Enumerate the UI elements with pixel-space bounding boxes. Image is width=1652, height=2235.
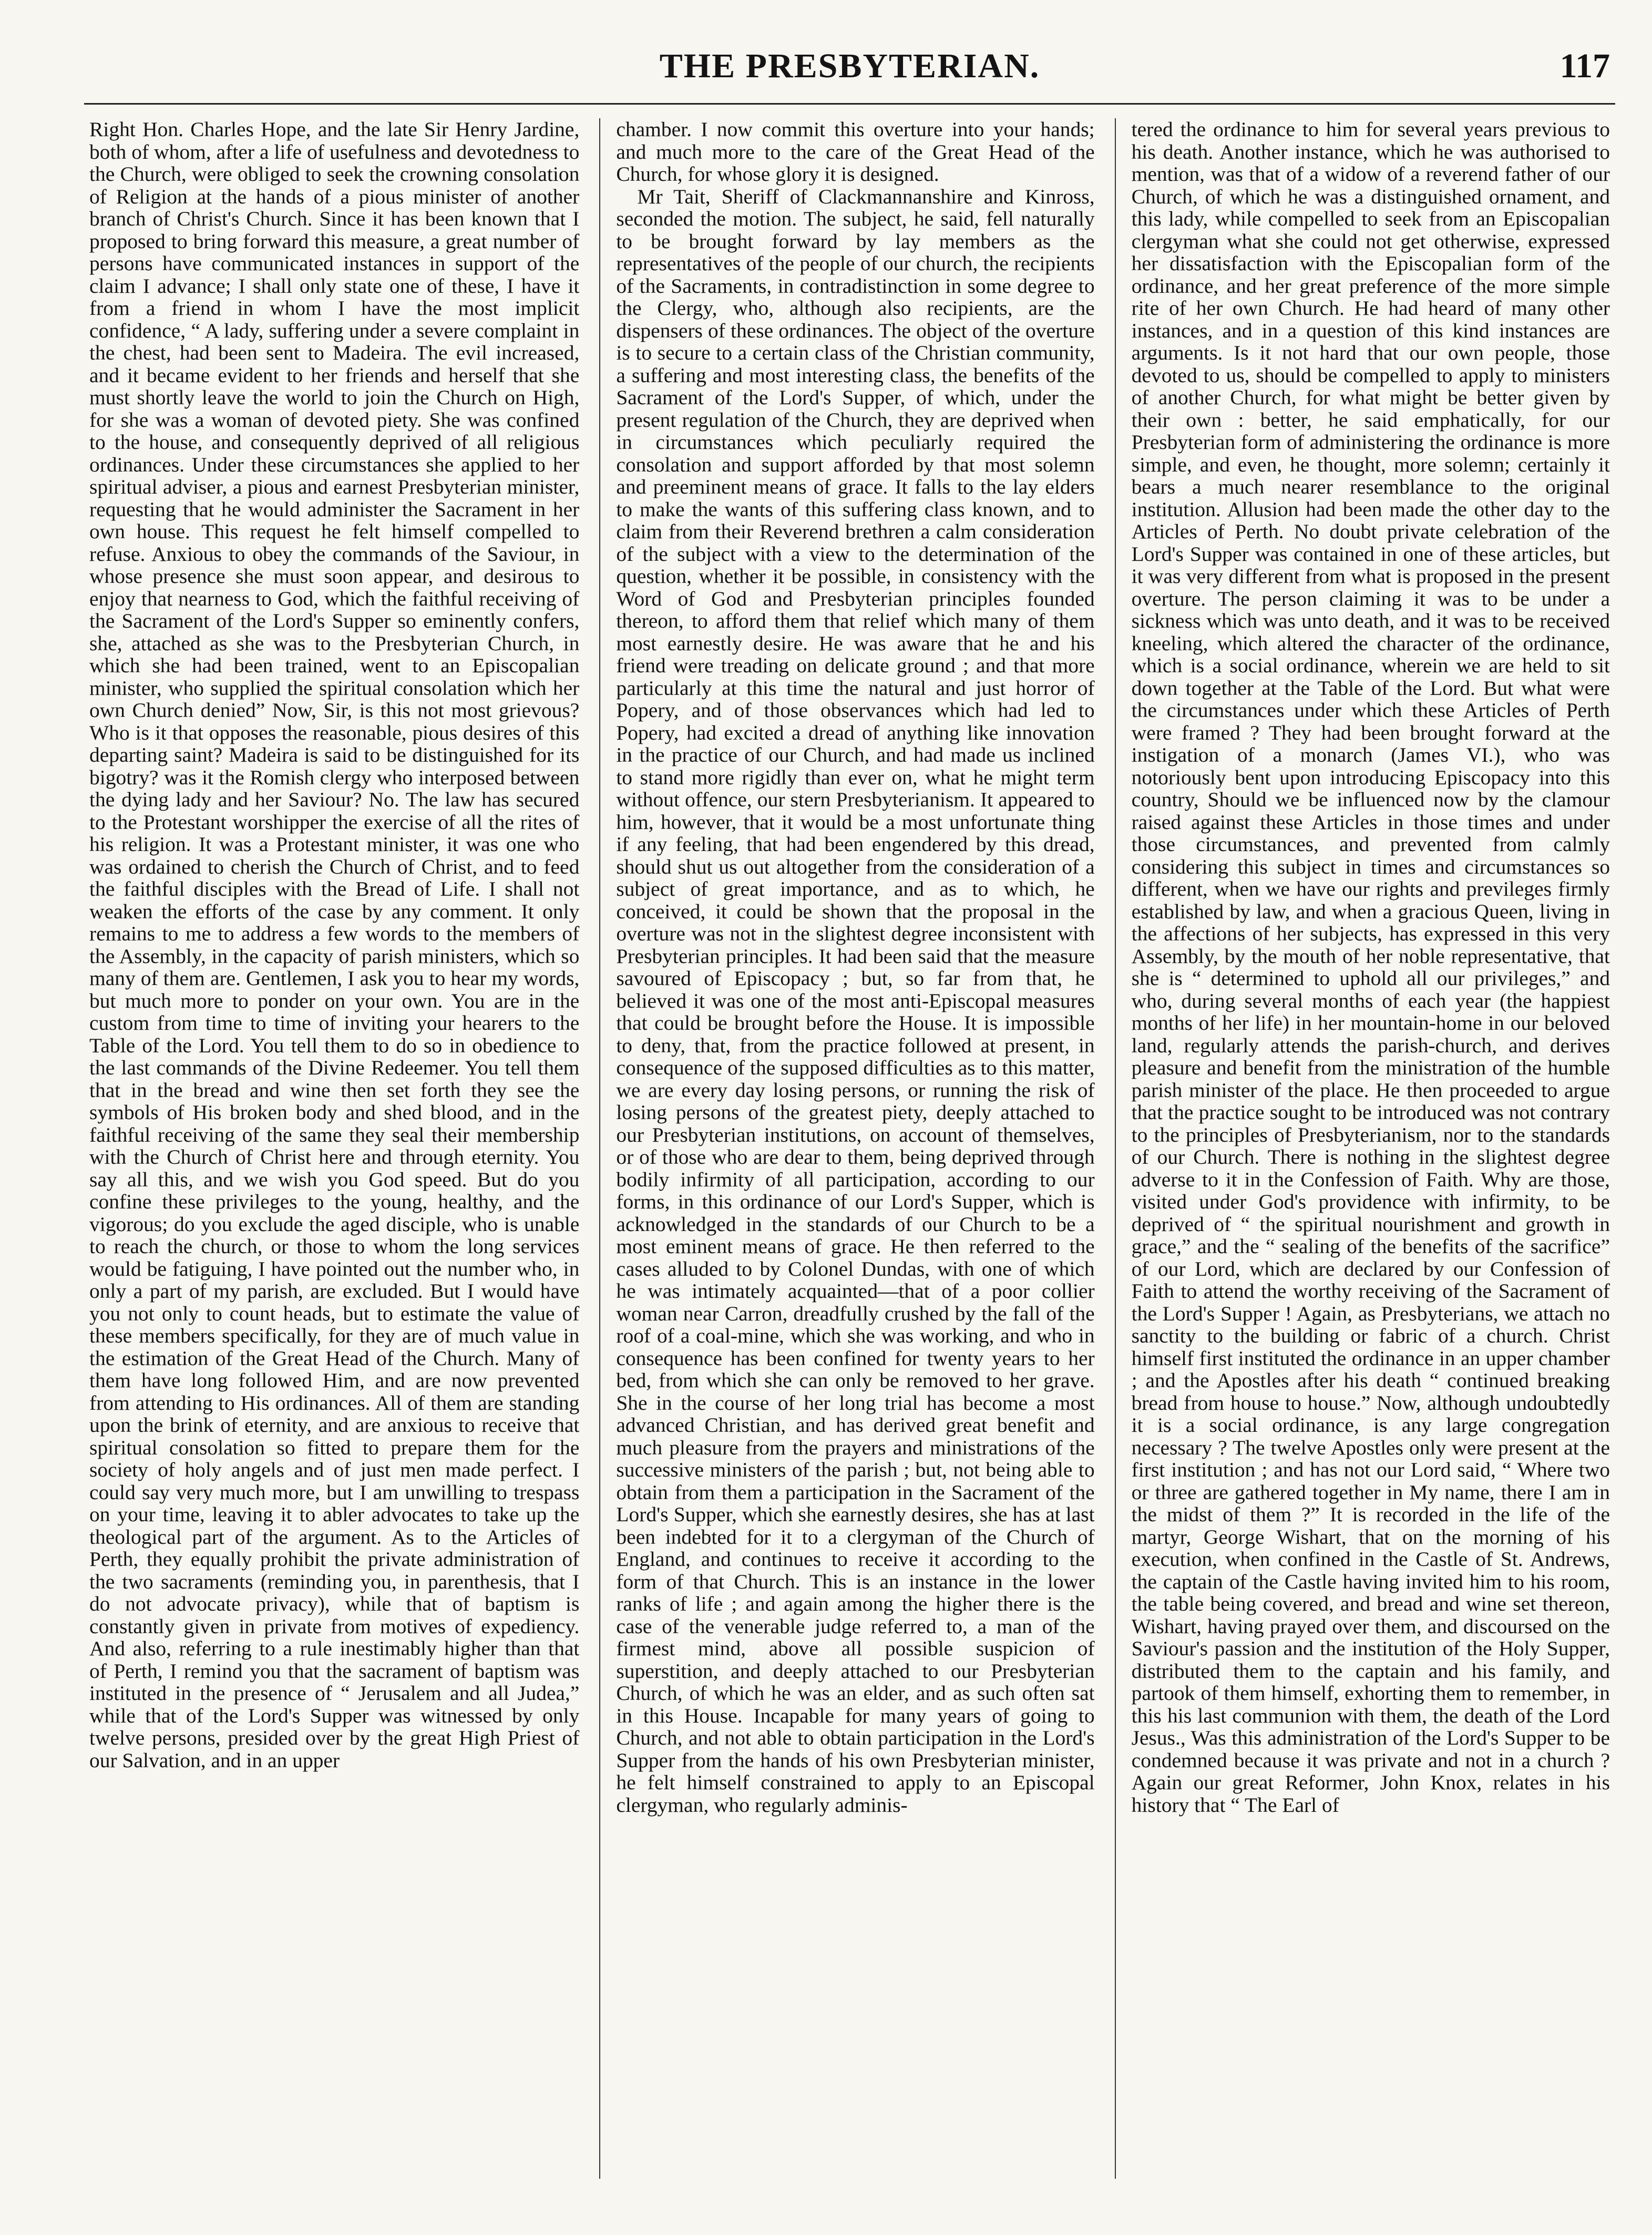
- paragraph: tered the ordinance to him for several years previous to his death. Another instance, which he was authorised to mention, was that of a widow of a reverend father of our Church, of which he was a distinguished ornament, and this lady, while compelled to seek from an Episcopalian clergyman what she could not get otherwise, expressed her dissatisfaction with the Episcopalian form of the ordinance, and her great preference of the more simple rite of her own Church. He had heard of many other instances, and in a question of this kind instances are arguments. Is it not hard that our own people, those devoted to us, should be compelled to apply to ministers of another Church, for what might be better given by their own : better, he said emphatically, for our Presbyterian form of administering the ordinance is more simple, and even, he thought, more solemn; certainly it bears a much nearer resemblance to the original institution. Allusion had been made the other day to the Articles of Perth. No doubt private celebration of the Lord's Supper was contained in one of these articles, but it was very different from what is proposed in the present overture. The person claiming it was to be under a sickness which was unto death, and it was to be received kneeling, which altered the character of the ordinance, which is a social ordinance, wherein we are held to sit down together at the Table of the Lord. But what were the circumstances under which these Articles of Perth were framed ? They had been brought forward at the instigation of a monarch (James VI.), who was notoriously bent upon introducing Episcopacy into this country, Should we be influenced now by the clamour raised against these Articles in those times and under those circumstances, and prevented from calmly considering this subject in times and circumstances so different, when we have our rights and previleges firmly established by law, and when a gracious Queen, living in the affections of her subjects, has expressed in this very Assembly, by the mouth of her noble representative, that she is “ determined to uphold all our privileges,” and who, during several months of each year (the happiest months of her life) in her mountain-home in our beloved land, regularly attends the parish-church, and derives pleasure and benefit from the ministration of the humble parish minister of the place. He then proceeded to argue that the practice sought to be introduced was not contrary to the principles of Presbyterianism, nor to the standards of our Church. There is nothing in the slightest degree adverse to it in the Confession of Faith. Why are those, visited under God's providence with infirmity, to be deprived of “ the spiritual nourishment and growth in grace,” and the “ sealing of the benefits of the sacrifice” of our Lord, which are declared by our Confession of Faith to attend the worthy receiving of the Sacrament of the Lord's Supper ! Again, as Presbyterians, we attach no sanctity to the building or fabric of a church. Christ himself first instituted the ordinance in an upper chamber ; and the Apostles after his death “ continued breaking bread from house to house.” Now, although undoubtedly it is a social ordinance, is any large congregation necessary ? The twelve Apostles only were present at the first institution ; and has not our Lord said, “ Where two or three are gathered together in My name, there I am in the midst of them ?” It is recorded in the life of the martyr, George Wishart, that on the morning of his execution, when confined in the Castle of St. Andrews, the captain of the Castle having invited him to his room, the table being covered, and bread and wine set thereon, Wishart, having prayed over them, and discoursed on the Saviour's passion and the institution of the Holy Supper, distributed them to the captain and his family, and partook of them himself, exhorting them to remember, in this his last communion with them, the death of the Lord Jesus., Was this administration of the Lord's Supper to be condemned because it was private and not in a church ? Again our great Reformer, John Knox, relates in his history that “ The Earl of: [1131, 118, 1610, 1817]
- column-1: [84, 118, 584, 2179]
- running-title: THE PRESBYTERIAN.: [659, 47, 1040, 85]
- column-2: [599, 118, 1100, 2179]
- paragraph: chamber. I now commit this overture into your hands; and much more to the care of the Great Head of the Church, for whose glory it is designed.: [616, 118, 1095, 186]
- text-columns: [84, 118, 1615, 2179]
- page-number: 117: [1559, 47, 1610, 85]
- paragraph: Right Hon. Charles Hope, and the late Sir Henry Jardine, both of whom, after a life of usefulness and devotedness to the Church, were obliged to seek the crowning consolation of Religion at the hands of a pious minister of another branch of Christ's Church. Since it has been known that I proposed to bring forward this measure, a great number of persons have communicated instances in support of the claim I advance; I shall only state one of these, I have it from a friend in whom I have the most implicit confidence, “ A lady, suffering under a severe complaint in the chest, had been sent to Madeira. The evil increased, and it became evident to her friends and herself that she must shortly leave the world to join the Church on High, for she was a woman of devoted piety. She was confined to the house, and consequently deprived of all religious ordinances. Under these circumstances she applied to her spiritual adviser, a pious and earnest Presbyterian minister, requesting that he would administer the Sacrament in her own house. This request he felt himself compelled to refuse. Anxious to obey the commands of the Saviour, in whose presence she must soon appear, and desirous to enjoy that nearness to God, which the faithful receiving of the Sacrament of the Lord's Supper so eminently confers, she, attached as she was to the Presbyterian Church, in which she had been trained, went to an Episcopalian minister, who supplied the spiritual consolation which her own Church denied” Now, Sir, is this not most grievous? Who is it that opposes the reasonable, pious desires of this departing saint? Madeira is said to be distinguished for its bigotry? was it the Romish clergy who interposed between the dying lady and her Saviour? No. The law has secured to the Protestant worshipper the exercise of all the rites of his religion. It was a Protestant minister, it was one who was ordained to cherish the Church of Christ, and to feed the faithful disciples with the Bread of Life. I shall not weaken the efforts of the case by any comment. It only remains to me to address a few words to the members of the Assembly, in the capacity of parish ministers, which so many of them are. Gentlemen, I ask you to hear my words, but much more to ponder on your own. You are in the custom from time to time of inviting your hearers to the Table of the Lord. You tell them to do so in obedience to the last commands of the Divine Redeemer. You tell them that in the bread and wine then set forth they see the symbols of His broken body and shed blood, and in the faithful receiving of the same they seal their membership with the Church of Christ here and through eternity. You say all this, and we wish you God speed. But do you confine these privileges to the young, healthy, and the vigorous; do you exclude the aged disciple, who is unable to reach the church, or those to whom the long services would be fatiguing, I have pointed out the number who, in only a part of my parish, are excluded. But I would have you not only to count heads, but to estimate the value of these members specifically, for they are of much value in the estimation of the Great Head of the Church. Many of them have long followed Him, and are now prevented from attending to His ordinances. All of them are standing upon the brink of eternity, and are anxious to receive that spiritual consolation so fitted to prepare them for the society of holy angels and of just men made perfect. I could say very much more, but I am unwilling to trespass on your time, leaving it to abler advocates to take up the theological part of the argument. As to the Articles of Perth, they equally prohibit the private administration of the two sacraments (reminding you, in parenthesis, that I do not advocate privacy), while that of baptism is constantly given in private from motives of expediency. And also, referring to a rule inestimably higher than that of Perth, I remind you that the sacrament of baptism was instituted in the presence of “ Jerusalem and all Judea,” while that of the Lord's Supper was witnessed by only twelve persons, presided over by the great High Priest of our Salvation, and in an upper: [89, 118, 580, 1772]
- page-header: [84, 46, 1615, 104]
- paragraph: Mr Tait, Sheriff of Clackmannanshire and Kinross, seconded the motion. The subject, he said, fell naturally to be brought forward by lay members as the representatives of the people of our church, the recipients of the Sacraments, in contradistinction in some degree to the Clergy, who, although also recipients, are the dispensers of these ordinances. The object of the overture is to secure to a certain class of the Christian community, a suffering and most interesting class, the benefits of the Sacrament of the Lord's Supper, of which, under the present regulation of the Church, they are deprived when in circumstances which peculiarly required the consolation and support afforded by that most solemn and preeminent means of grace. It falls to the lay elders to make the wants of this suffering class known, and to claim from their Reverend brethren a calm consideration of the subject with a view to the determination of the question, whether it be possible, in consistency with the Word of God and Presbyterian principles founded thereon, to afford them that relief which many of them most earnestly desire. He was aware that he and his friend were treading on delicate ground ; and that more particularly at this time the natural and just horror of Popery, and of those observances which had led to Popery, had excited a dread of anything like innovation in the practice of our Church, and had made us inclined to stand more rigidly than ever on, what he might term without offence, our stern Presbyterianism. It appeared to him, however, that it would be a most unfortunate thing if any feeling, that had been engendered by this dread, should shut us out altogether from the consideration of a subject of great importance, and as to which, he conceived, it could be shown that the proposal in the overture was not in the slightest degree inconsistent with Presbyterian principles. It had been said that the measure savoured of Episcopacy ; but, so far from that, he believed it was one of the most anti-Episcopal measures that could be brought before the House. It is impossible to deny, that, from the practice followed at present, in consequence of the supposed difficulties as to this matter, we are every day losing persons, or running the risk of losing persons of the greatest piety, deeply attached to our Presbyterian institutions, on account of themselves, or of those who are dear to them, being deprived through bodily infirmity of all participation, according to our forms, in this ordinance of our Lord's Supper, which is acknowledged in the standards of our Church to be a most eminent means of grace. He then referred to the cases alluded to by Colonel Dundas, with one of which he was intimately acquainted—that of a poor collier woman near Carron, dreadfully crushed by the fall of the roof of a coal-mine, which she was working, and who in consequence has been confined for twenty years to her bed, from which she can only be removed to her grave. She in the course of her long trial has become a most advanced Christian, and has derived great benefit and much pleasure from the prayers and ministrations of the successive ministers of the parish ; but, not being able to obtain from them a participation in the Sacrament of the Lord's Supper, which she earnestly desires, she has at last been indebted for it to a clergyman of the Church of England, and continues to receive it according to the form of that Church. This is an instance in the lower ranks of life ; and again among the higher there is the case of the venerable judge referred to, a man of the firmest mind, above all possible suspicion of superstition, and deeply attached to our Presbyterian Church, of which he was an elder, and as such often sat in this House. Incapable for many years of going to Church, and not able to obtain participation in the Lord's Supper from the hands of his own Presbyterian minister, he felt himself constrained to apply to an Episcopal clergyman, who regularly adminis-: [616, 184, 1095, 1817]
- header-rule: [84, 103, 1615, 105]
- column-3: [1115, 118, 1615, 2179]
